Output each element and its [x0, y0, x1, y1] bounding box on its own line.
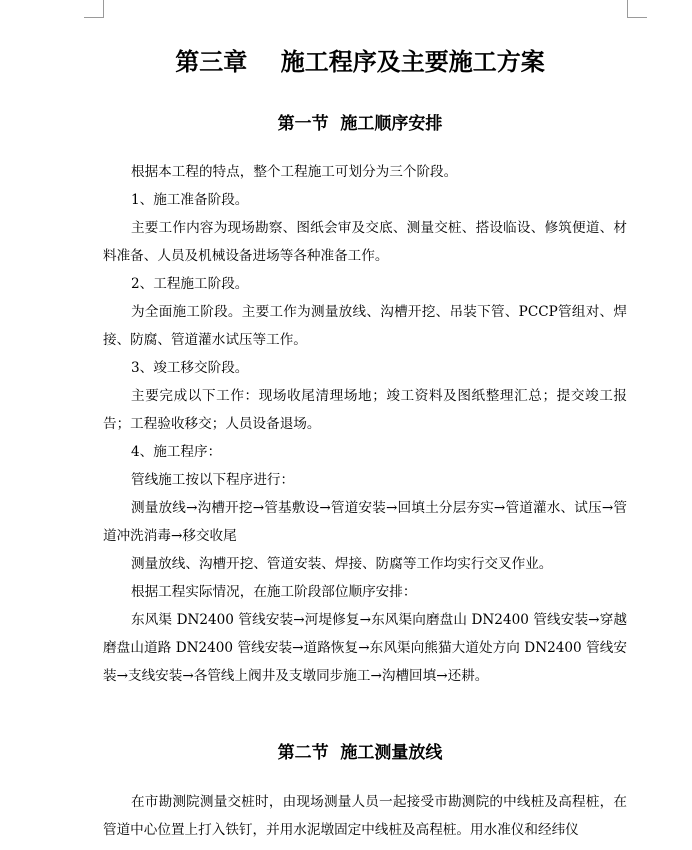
chapter-title: 第三章 施工程序及主要施工方案: [175, 48, 545, 76]
section-1-body: [103, 158, 627, 690]
paragraph: 4、施工程序：: [131, 444, 222, 460]
paragraph: 1、施工准备阶段。: [131, 192, 249, 208]
paragraph: 测量放线→沟槽开挖→管基敷设→管道安装→回填土分层夯实→管道灌水、试压→管道冲洗消毒→移交收尾: [103, 500, 627, 544]
paragraph: 管线施工按以下程序进行：: [131, 472, 295, 488]
paragraph: 根据工程实际情况，在施工阶段部位顺序安排：: [131, 584, 417, 600]
paragraph: 东风渠 DN2400 管线安装→河堤修复→东风渠向磨盘山 DN2400 管线安装→穿越磨盘山道路 DN2400 管线安装→道路恢复→东风渠向熊猫大道处方向 DN2400 管线安装→支线安装→各管线上阀井及支墩同步施工→沟槽回填→还耕。: [103, 612, 627, 684]
paragraph: 为全面施工阶段。主要工作为测量放线、沟槽开挖、吊装下管、PCCP管组对、焊接、防腐、管道灌水试压等工作。: [103, 304, 627, 348]
crop-mark-top-left-horizontal: [84, 17, 104, 18]
paragraph: 主要工作内容为现场勘察、图纸会审及交底、测量交桩、搭设临设、修筑便道、材料准备、人员及机械设备进场等各种准备工作。: [103, 220, 627, 264]
crop-mark-top-right-vertical: [627, 0, 628, 18]
crop-mark-top-left-vertical: [103, 0, 104, 18]
paragraph: 测量放线、沟槽开挖、管道安装、焊接、防腐等工作均实行交叉作业。: [131, 556, 553, 572]
section-2-body: [103, 788, 627, 844]
section-title-2: 第二节 施工测量放线: [277, 743, 443, 763]
paragraph: 主要完成以下工作：现场收尾清理场地；竣工资料及图纸整理汇总；提交竣工报告；工程验收移交；人员设备退场。: [103, 388, 627, 432]
paragraph: 根据本工程的特点，整个工程施工可划分为三个阶段。: [131, 164, 458, 180]
paragraph: 3、竣工移交阶段。: [131, 360, 249, 376]
crop-mark-top-right-horizontal: [627, 17, 647, 18]
paragraph: 2、工程施工阶段。: [131, 276, 249, 292]
section-title-1: 第一节 施工顺序安排: [277, 114, 443, 134]
paragraph: 在市勘测院测量交桩时，由现场测量人员一起接受市勘测院的中线桩及高程桩，在管道中心位置上打入铁钉，并用水泥墩固定中线桩及高程桩。用水准仪和经纬仪: [103, 794, 627, 838]
